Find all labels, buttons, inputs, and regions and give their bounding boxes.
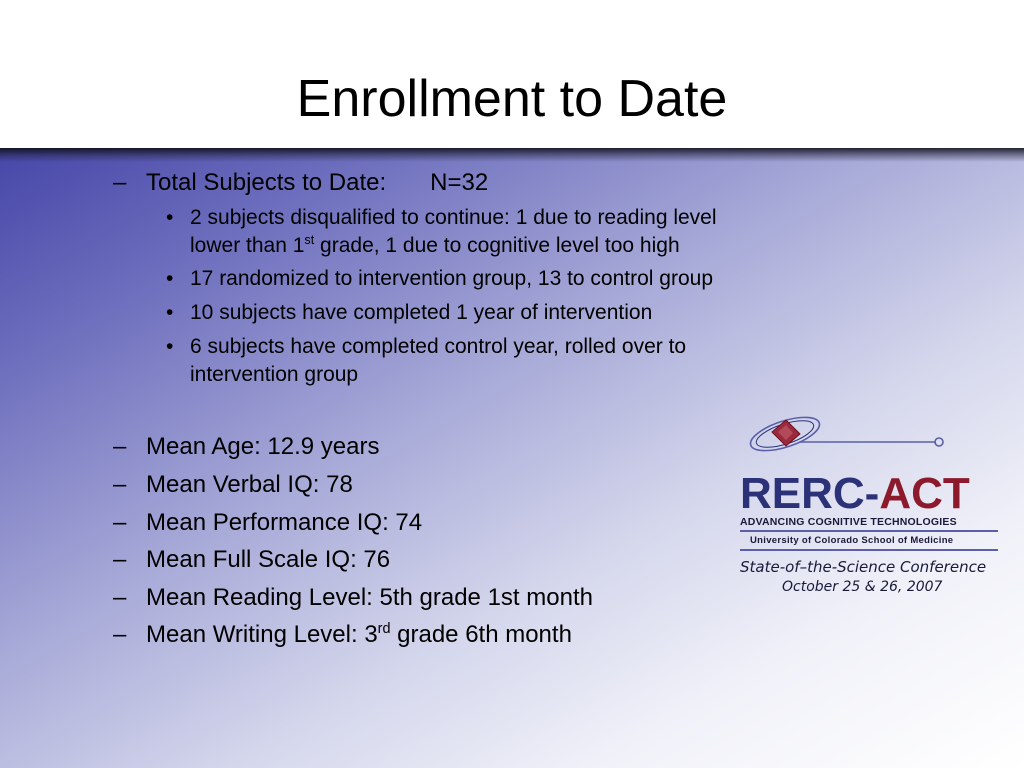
- dash-marker: –: [113, 584, 127, 611]
- logo-divider: [740, 530, 998, 532]
- ordinal-suffix: rd: [377, 621, 391, 637]
- dash-marker: –: [113, 433, 127, 460]
- mean-age-text: Mean Age: 12.9 years: [146, 433, 380, 460]
- dash-marker: –: [113, 621, 127, 648]
- ordinal-suffix: st: [304, 233, 315, 247]
- rerc-act-logo: [738, 412, 1008, 602]
- logo-tagline: ADVANCING COGNITIVE TECHNOLOGIES: [740, 516, 957, 528]
- title-area: [0, 0, 1024, 148]
- logo-name-part2: ACT: [879, 469, 970, 518]
- logo-name-part1: RERC-: [740, 469, 880, 518]
- logo-wordmark: [740, 469, 970, 519]
- total-label: Total Subjects to Date:: [146, 169, 387, 196]
- control-line1: 6 subjects have completed control year, rolled over to: [190, 335, 687, 358]
- mean-writing-b: grade 6th month: [390, 621, 572, 648]
- mean-writing-a: Mean Writing Level: 3: [146, 621, 378, 648]
- dash-marker: –: [113, 509, 127, 536]
- logo-emblem-icon: [738, 412, 1008, 472]
- total-value: N=32: [430, 169, 489, 196]
- dash-marker: –: [113, 471, 127, 498]
- bullet-marker: •: [166, 267, 174, 290]
- completed-text: 10 subjects have completed 1 year of intervention: [190, 301, 653, 324]
- mean-reading-level-text: Mean Reading Level: 5th grade 1st month: [146, 584, 593, 611]
- dash-marker: –: [113, 169, 127, 196]
- logo-university: University of Colorado School of Medicine: [750, 535, 954, 546]
- control-line2: intervention group: [190, 363, 359, 386]
- randomized-text: 17 randomized to intervention group, 13 to control group: [190, 267, 714, 290]
- disqualified-line2-a: lower than 1: [190, 234, 305, 257]
- logo-divider: [740, 549, 998, 551]
- mean-performance-iq-text: Mean Performance IQ: 74: [146, 509, 423, 536]
- disqualified-line1: 2 subjects disqualified to continue: 1 due to reading level: [190, 206, 717, 229]
- dash-marker: –: [113, 546, 127, 573]
- disqualified-line2-b: grade, 1 due to cognitive level too high: [314, 234, 680, 257]
- bullet-marker: •: [166, 206, 174, 229]
- bullet-marker: •: [166, 335, 174, 358]
- mean-full-scale-iq-text: Mean Full Scale IQ: 76: [146, 546, 391, 573]
- logo-dates: October 25 & 26, 2007: [782, 579, 943, 595]
- slide-title: Enrollment to Date: [296, 70, 728, 128]
- bullet-marker: •: [166, 301, 174, 324]
- logo-conference: State-of–the-Science Conference: [740, 558, 987, 576]
- mean-verbal-iq-text: Mean Verbal IQ: 78: [146, 471, 353, 498]
